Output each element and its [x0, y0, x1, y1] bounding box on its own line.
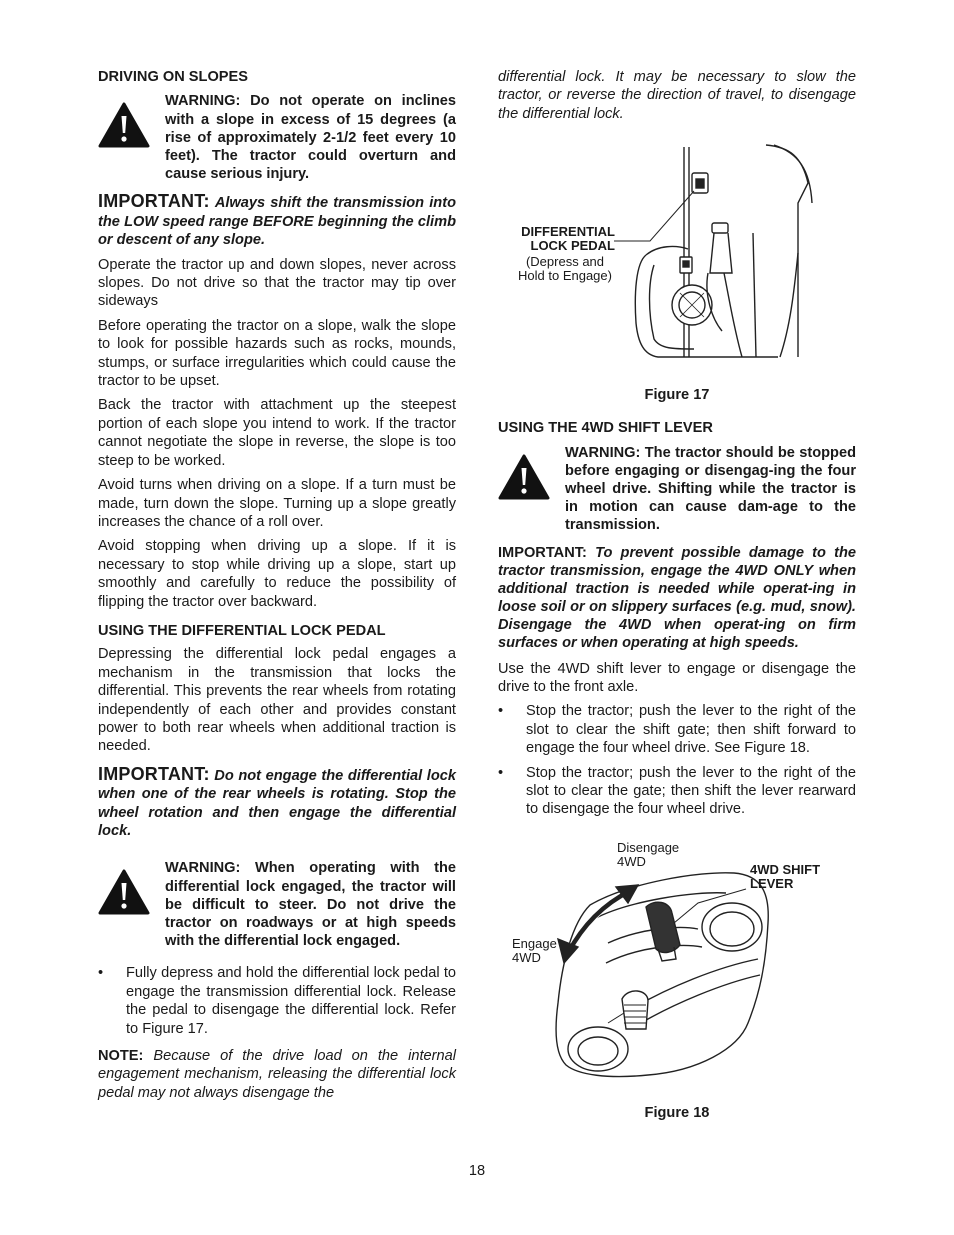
- figure-18-caption: Figure 18: [644, 1104, 710, 1121]
- para-4wd-usage: Use the 4WD shift lever to engage or disengage the drive to the front axle.: [498, 660, 856, 696]
- label-line-2: 4WD: [512, 949, 541, 965]
- label-line-1: Engage: [512, 935, 557, 951]
- right-column: [498, 68, 856, 1143]
- heading-differential-lock: USING THE DIFFERENTIAL LOCK PEDAL: [98, 622, 386, 639]
- important-label: IMPORTANT:: [498, 544, 587, 561]
- note-label: NOTE:: [98, 1048, 144, 1065]
- para-avoid-stopping: Avoid stopping when driving up a slope. If it is necessary to stop while driving up a slope, start up smoothly and carefully to reduce the possibility of flipping the tractor over backward.: [98, 538, 456, 610]
- para-differential-lock: Depressing the differential lock pedal engages a mechanism in the transmission that locks the differential. This prevents the rear wheels from rotating independently of each other and provides constant power to both rear wheels when additional traction is needed.: [98, 646, 456, 755]
- bullet-depress-pedal-text: Fully depress and hold the differential lock pedal to engage the transmission differential lock. Release the pedal to disengage the differential lock. Refer to Figure 17.: [126, 965, 456, 1037]
- label-engage-4wd: [512, 937, 557, 965]
- heading-driving-on-slopes: DRIVING ON SLOPES: [98, 69, 249, 85]
- figure-17-caption: Figure 17: [644, 387, 710, 404]
- label-line-1: Disengage: [617, 839, 680, 855]
- note-drive-load: [98, 1047, 456, 1102]
- label-line-1: DIFFERENTIAL: [521, 224, 615, 240]
- label-depress-and-hold: [510, 255, 620, 283]
- bullet-disengage-4wd-text: Stop the tractor; push the lever to the right of the slot to clear the gate; then shift the lever rearward to disengage the four wheel drive.: [526, 764, 856, 818]
- bullet-engage-4wd: [498, 702, 856, 757]
- label-disengage-4wd: [617, 841, 679, 869]
- label-line-2: Hold to Engage): [518, 268, 612, 284]
- warning-4wd-text: WARNING: The tractor should be stopped before engaging or disengag-ing the four wheel drive. Shifting while the tractor is in motion can cause dam-age to the transmission.: [565, 444, 856, 534]
- para-avoid-turns: Avoid turns when driving on a slope. If a turn must be made, turn down the slope. Turning up a slope greatly increases the chance of a roll over.: [98, 477, 456, 530]
- label-differential-lock-pedal: [513, 225, 615, 253]
- important-4wd: [498, 544, 856, 652]
- left-column: [98, 68, 456, 1102]
- figure-17: [498, 143, 856, 405]
- important-differential-text: Do not engage the differential lock when one of the rear wheels is rotating. Stop the wheel rotation and then engage the differential lock.: [98, 767, 457, 840]
- note-continuation: differential lock. It may be necessary to slow the tractor, or reverse the direction of travel, to disengage the differential lock.: [498, 69, 856, 122]
- para-walk-slope: Before operating the tractor on a slope, walk the slope to look for possible hazards such as rocks, mounds, stumps, or surface irregularities which could cause the tractor to be upset.: [98, 317, 456, 390]
- important-label: IMPORTANT:: [98, 191, 210, 212]
- heading-4wd-shift-lever: USING THE 4WD SHIFT LEVER: [498, 420, 713, 437]
- important-differential: [98, 765, 456, 841]
- warning-steer-text: WARNING: When operating with the differential lock engaged, the tractor will be difficult to steer. Do not drive the tractor on roadways or at high speeds with the differential lock engaged.: [165, 860, 456, 950]
- figure-18: [498, 839, 856, 1143]
- bullet-engage-4wd-text: Stop the tractor; push the lever to the right of the slot to clear the shift gate; then shift forward to engage the four wheel drive. See Figure 18.: [526, 703, 856, 757]
- important-label: IMPORTANT:: [98, 763, 210, 784]
- label-line-1: (Depress and: [525, 254, 605, 270]
- important-low-speed: [98, 192, 456, 249]
- warning-triangle-icon: [498, 444, 565, 505]
- note-drive-load-text: Because of the drive load on the internal engagement mechanism, releasing the differential lock pedal may not always disengage the: [98, 1048, 456, 1101]
- important-low-speed-text: Always shift the transmission into the LOW speed range BEFORE beginning the climb or descent of any slope.: [98, 195, 456, 249]
- bullet-disengage-4wd: [498, 764, 856, 819]
- page-number: 18: [468, 1163, 486, 1179]
- warning-slope-block: [98, 92, 456, 183]
- bullet-marker: •: [98, 965, 104, 982]
- warning-triangle-icon: [98, 859, 165, 920]
- warning-slope-text: WARNING: Do not operate on inclines with a slope in excess of 15 degrees (a rise of approximately 2-1/2 feet every 10 feet). The tractor could overturn and cause serious injury.: [165, 93, 456, 183]
- bullet-marker: •: [498, 764, 504, 781]
- label-line-2: LOCK PEDAL: [530, 238, 615, 254]
- bullet-marker: •: [498, 703, 504, 720]
- warning-4wd-block: [498, 444, 856, 535]
- label-line-1: 4WD SHIFT: [750, 861, 821, 877]
- label-line-2: LEVER: [750, 875, 794, 891]
- para-back-tractor: Back the tractor with attachment up the steepest portion of each slope you intend to work. If the tractor cannot negotiate the slope in reverse, the slope is too steep to be worked.: [98, 397, 456, 469]
- para-up-down-slopes: Operate the tractor up and down slopes, never across slopes. Do not drive so that the tractor may tip over sideways: [98, 256, 456, 310]
- label-4wd-shift-lever: [750, 863, 820, 891]
- important-4wd-text: To prevent possible damage to the tractor transmission, engage the 4WD ONLY when additional traction is needed while operat-ing in loose soil or on slippery surfaces (e.g. mud, snow). Disengage the 4WD when operat-ing on firm surfaces or when operating at high speeds.: [498, 544, 856, 651]
- bullet-depress-pedal: [98, 964, 456, 1038]
- warning-triangle-icon: [98, 92, 165, 153]
- label-line-2: 4WD: [617, 853, 646, 869]
- warning-steer-block: [98, 859, 456, 950]
